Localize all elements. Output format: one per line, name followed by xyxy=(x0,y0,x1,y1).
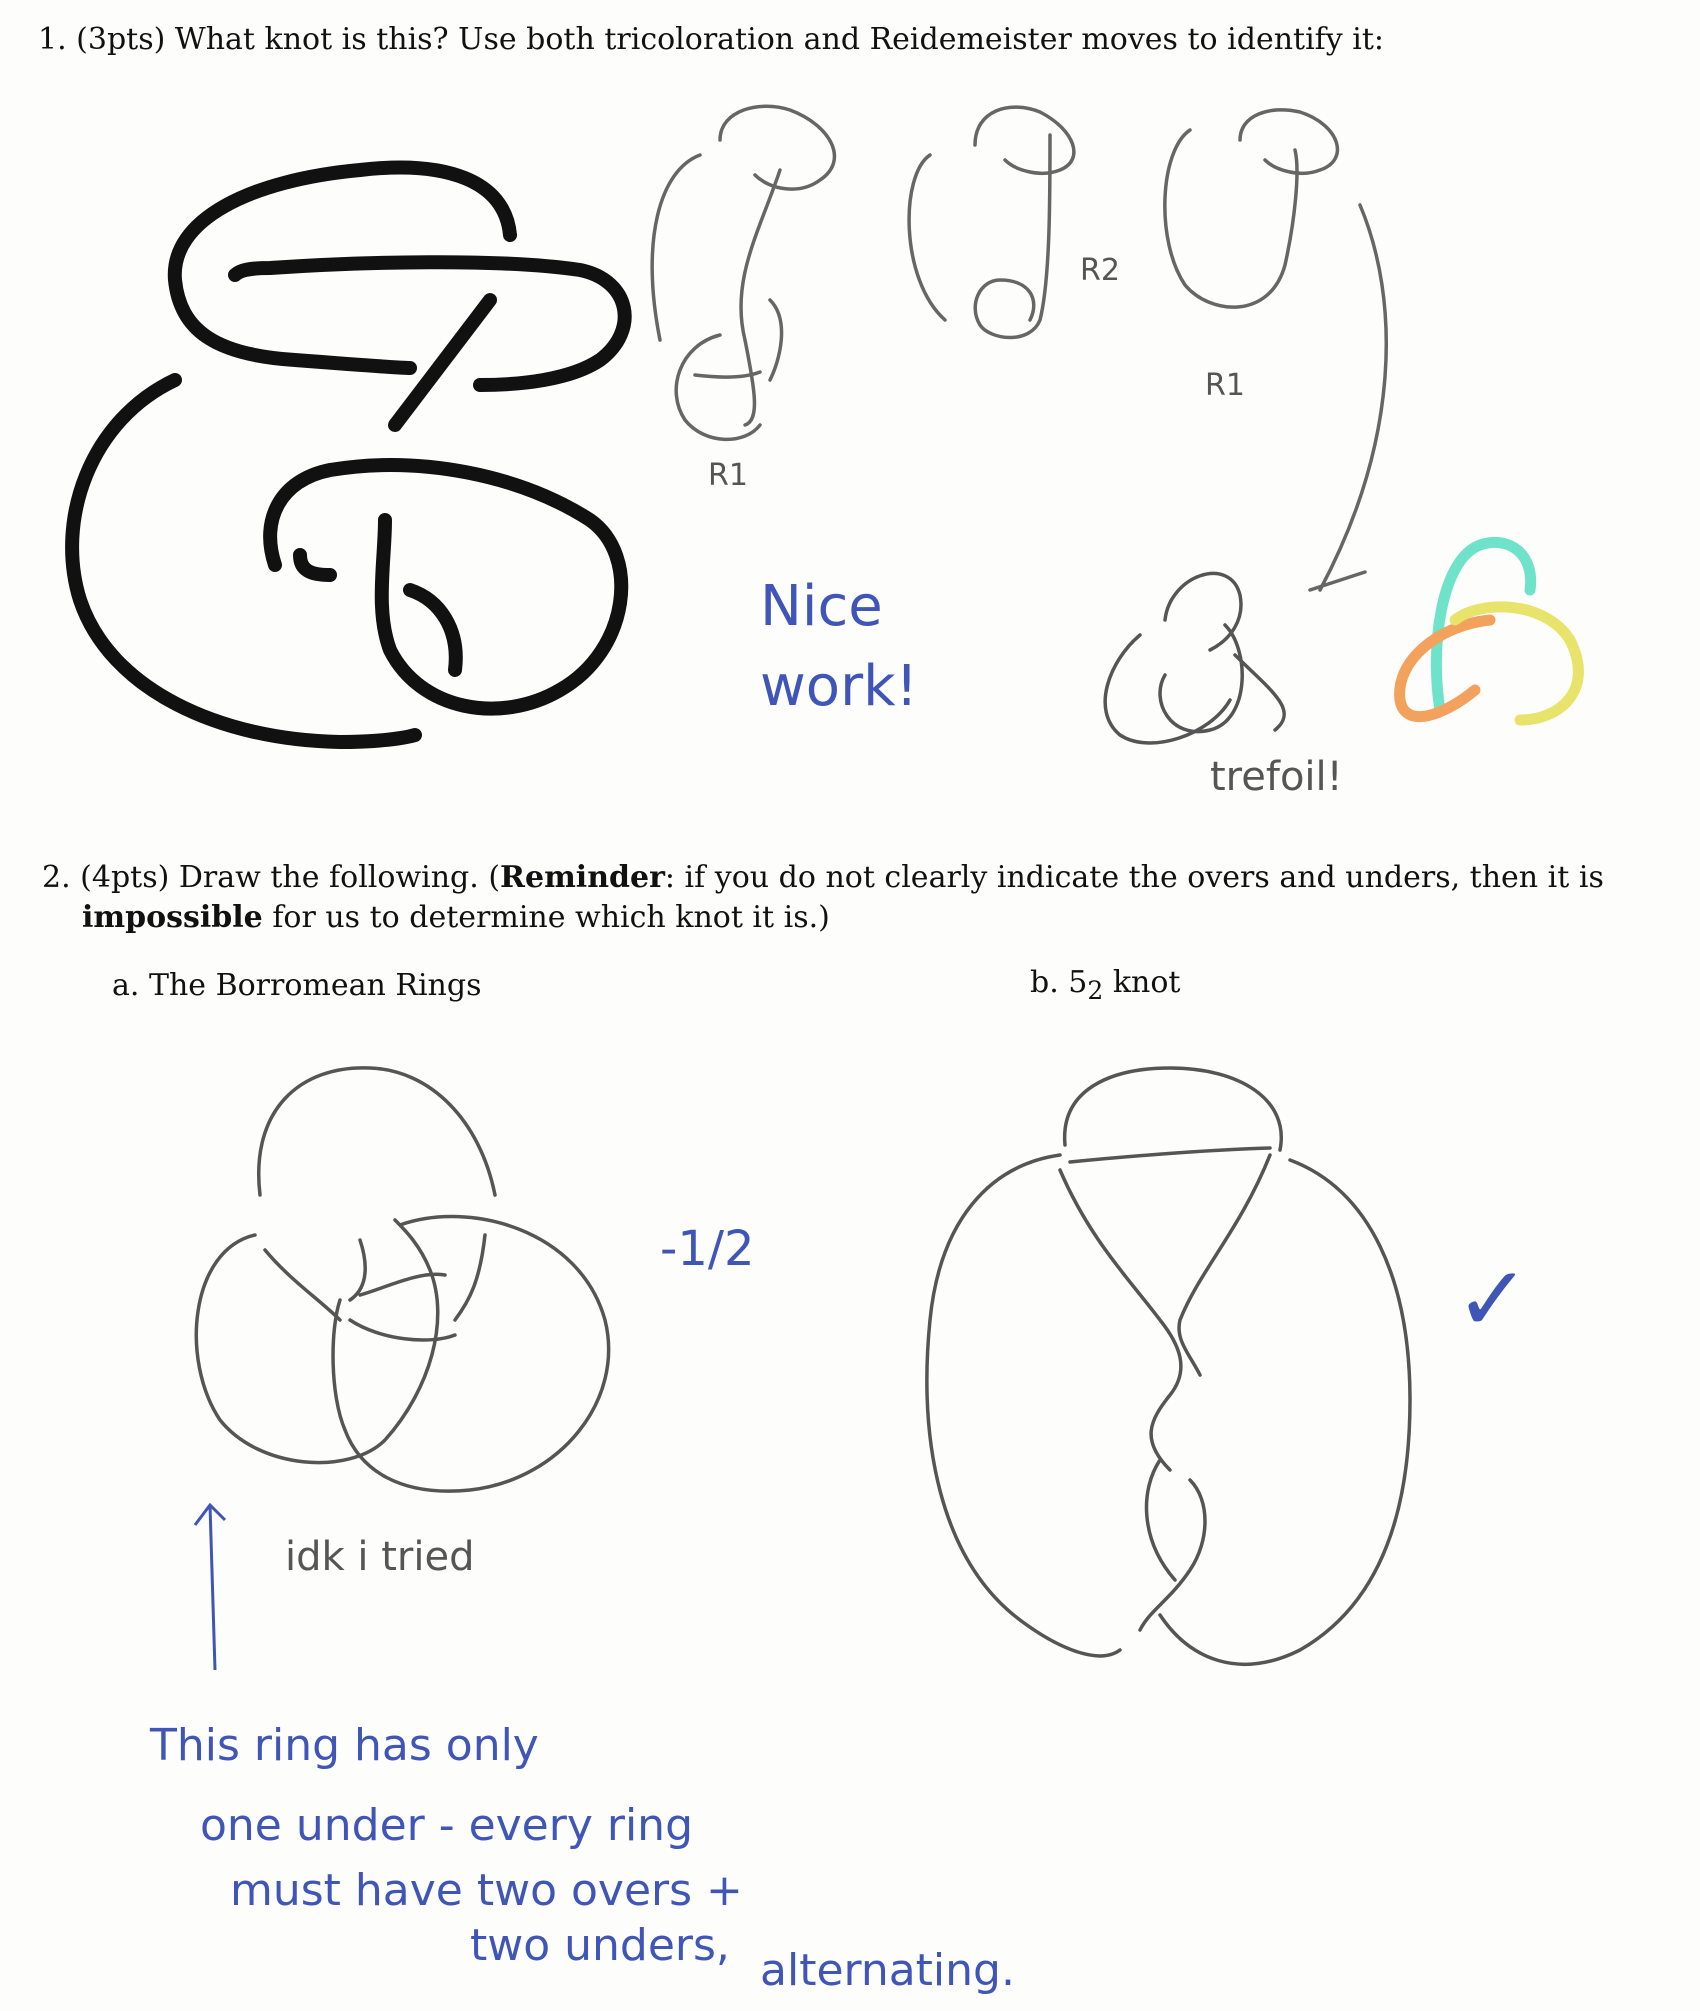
part-b-prefix: b. 5 xyxy=(1030,965,1088,1000)
grader-feedback-5: alternating. xyxy=(760,1945,1015,1996)
grader-feedback-4: two unders, xyxy=(470,1920,730,1971)
grader-feedback-1: This ring has only xyxy=(150,1720,539,1771)
label-idk: idk i tried xyxy=(285,1534,475,1580)
grader-work: work! xyxy=(760,654,918,719)
label-r1-left: R1 xyxy=(708,458,748,493)
reminder-label: Reminder xyxy=(500,860,665,895)
question-1-number: 1. xyxy=(38,22,67,57)
label-r2: R2 xyxy=(1080,253,1120,288)
grader-arrow xyxy=(195,1505,225,1670)
question-1-points: (3pts) xyxy=(76,22,166,57)
question-2-text: Draw the following. xyxy=(178,860,479,895)
pencil-trefoil xyxy=(1105,573,1284,742)
question-1-text: What knot is this? Use both tricoloration and Reidemeister moves to identify it: xyxy=(174,22,1385,57)
grader-feedback-2: one under - every ring xyxy=(200,1800,694,1851)
handwritten-labels xyxy=(285,253,1343,1580)
label-trefoil: trefoil! xyxy=(1210,754,1343,800)
grader-feedback-3: must have two overs + xyxy=(230,1865,743,1916)
colored-trefoil xyxy=(1400,542,1579,720)
part-b-suffix: knot xyxy=(1103,965,1181,1000)
grader-nice: Nice xyxy=(760,574,883,639)
reminder-end: for us to determine which knot it is.) xyxy=(272,900,830,935)
question-2: 2. (4pts) Draw the following. (Reminder: if you do not clearly indicate the overs and unders, then it is impossible for us to determine which knot it is.) xyxy=(42,860,1604,935)
reminder-text: : if you do not clearly indicate the overs and unders, then it is xyxy=(664,860,1604,895)
five-two-knot-drawing xyxy=(927,1068,1410,1664)
question-2-points: (4pts) xyxy=(80,860,170,895)
grader-checkmark: ✓ xyxy=(1455,1247,1531,1352)
part-a-label: a. The Borromean Rings xyxy=(112,968,482,1003)
impossible-word: impossible xyxy=(82,900,263,935)
label-r1-right: R1 xyxy=(1205,368,1245,403)
borromean-rings-drawing xyxy=(196,1068,608,1491)
part-b-subscript: 2 xyxy=(1087,976,1104,1005)
printed-knot-diagram xyxy=(72,168,625,742)
grader-score: -1/2 xyxy=(660,1221,755,1277)
reidemeister-sequence xyxy=(652,106,1386,590)
question-2-number: 2. xyxy=(42,860,71,895)
